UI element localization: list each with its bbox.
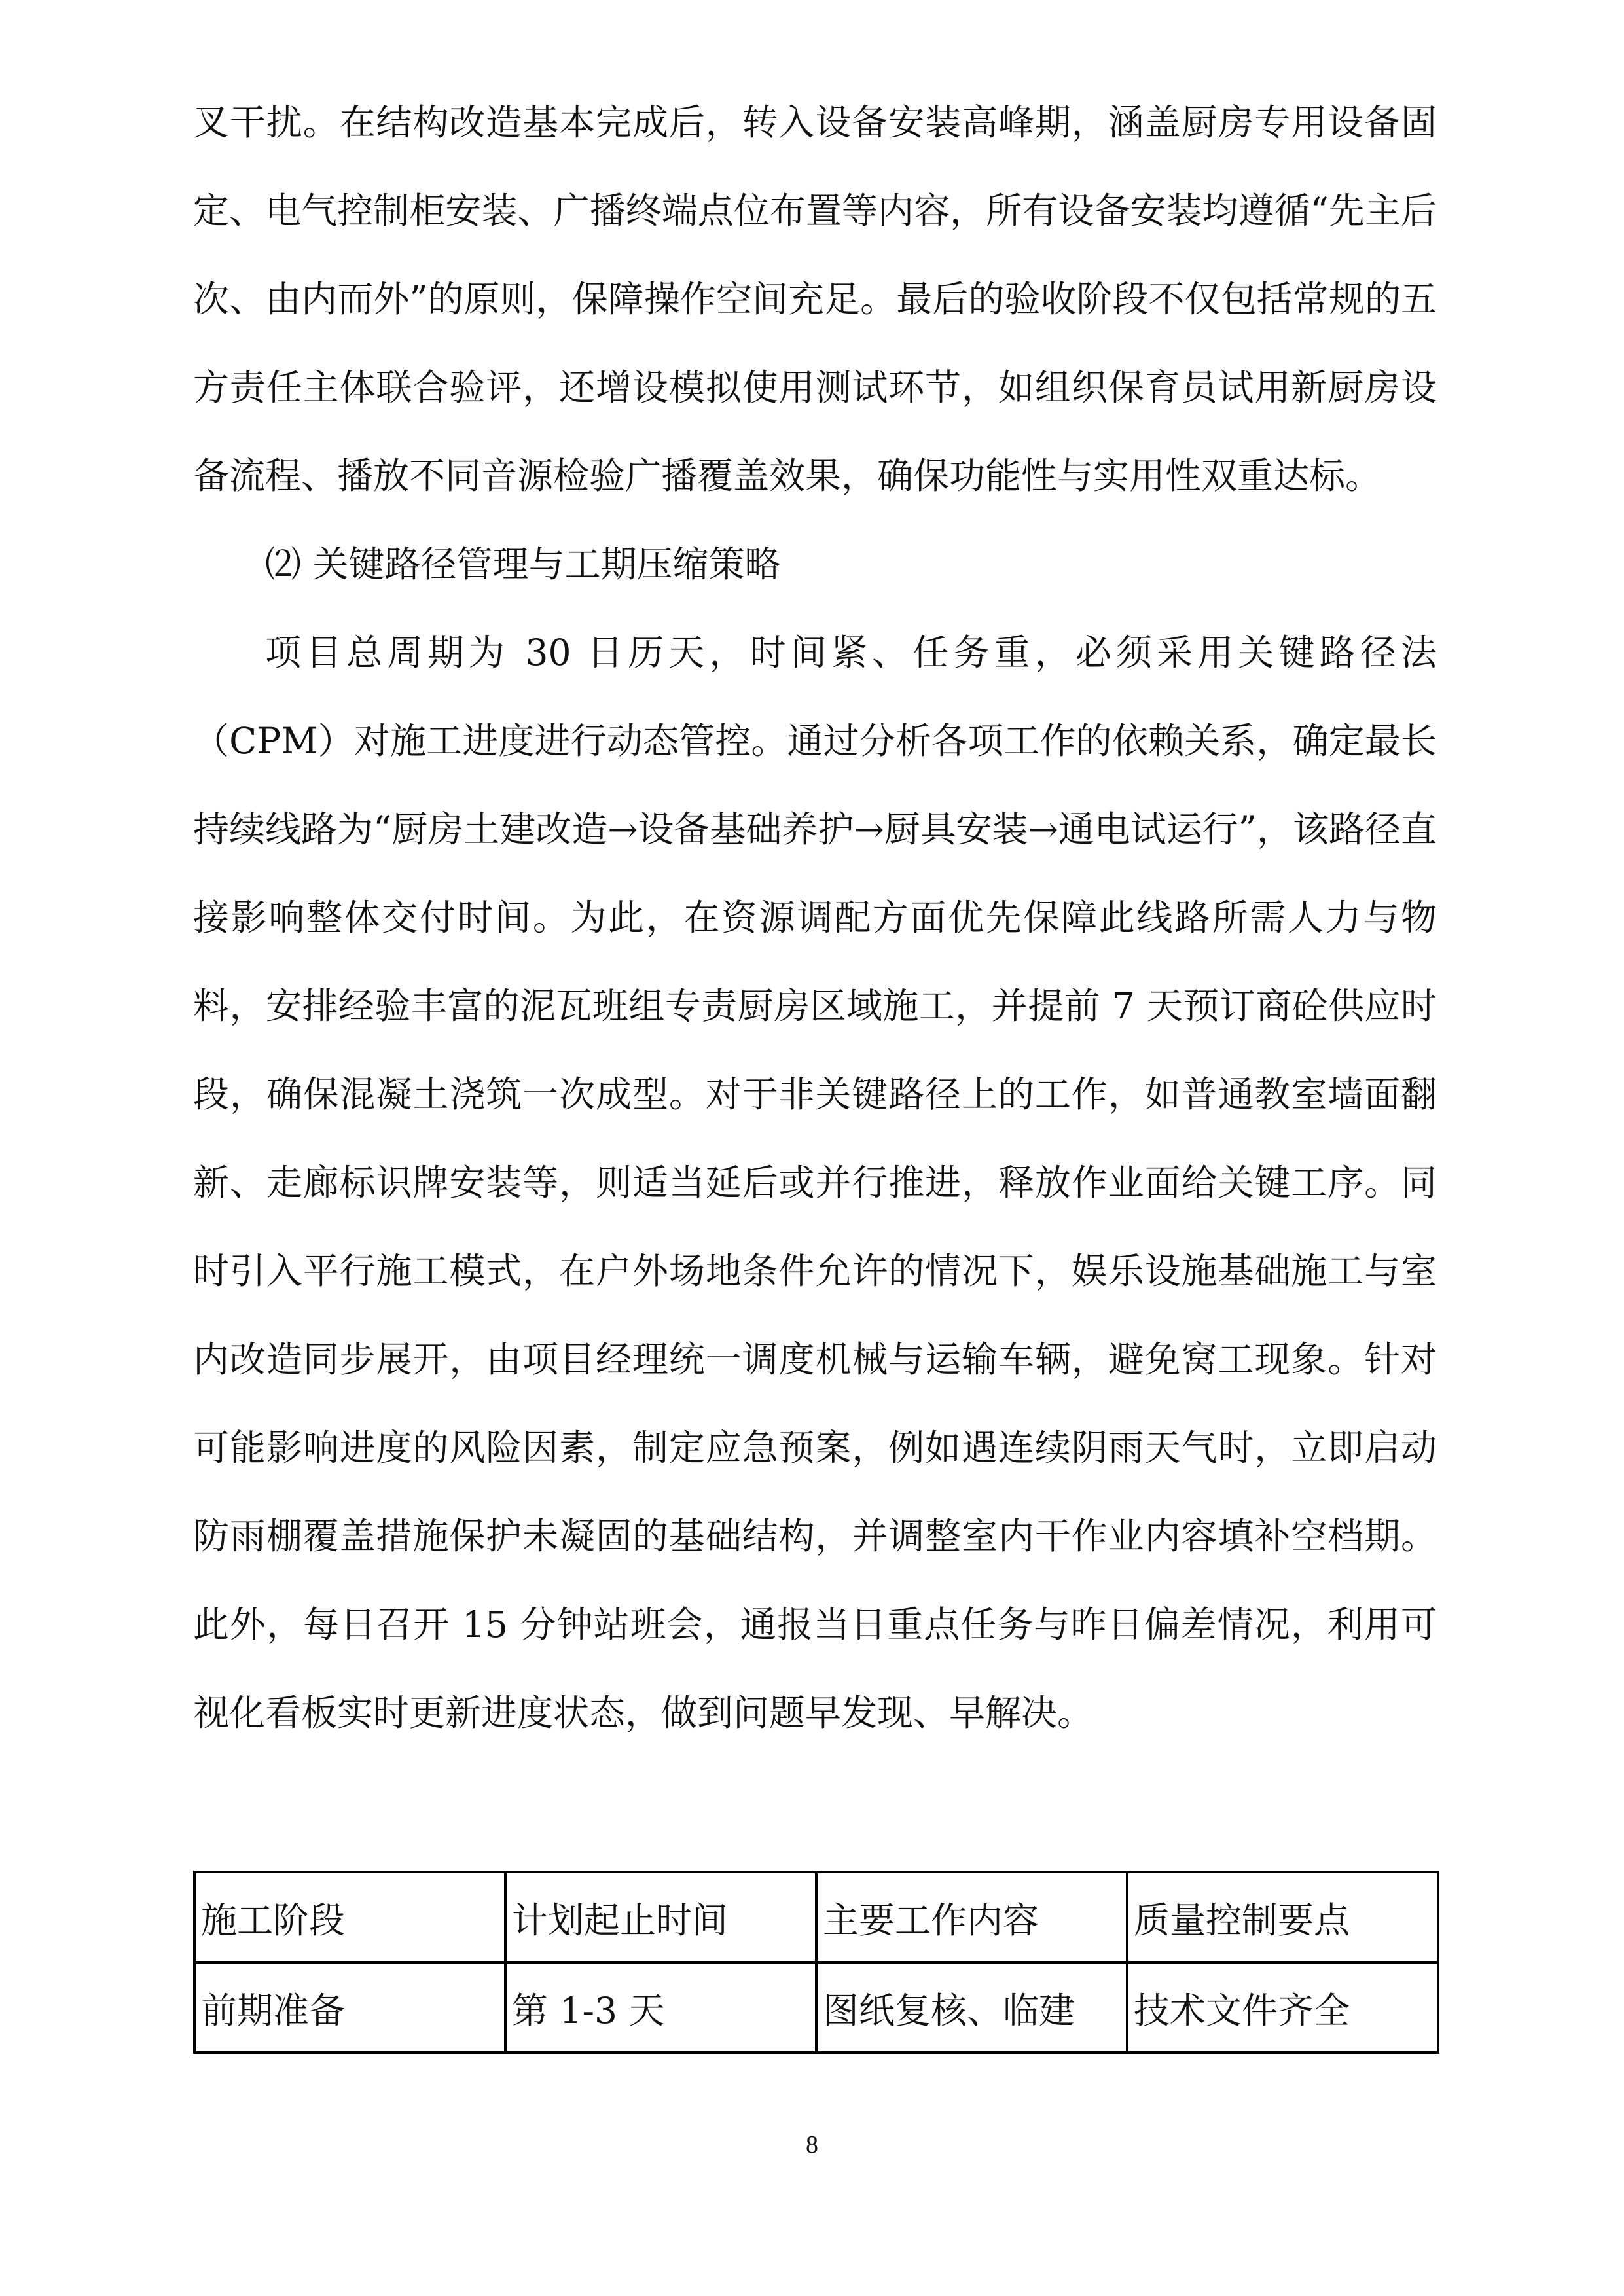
table-cell: 图纸复核、临建 — [816, 1962, 1127, 2053]
table-header-cell: 主要工作内容 — [816, 1872, 1127, 1962]
table-header-cell: 计划起止时间 — [505, 1872, 816, 1962]
table-cell: 前期准备 — [194, 1962, 505, 2053]
page-number: 8 — [806, 2131, 818, 2159]
table-header-cell: 施工阶段 — [194, 1872, 505, 1962]
paragraph-equipment-installation: 叉干扰。在结构改造基本完成后，转入设备安装高峰期，涵盖厨房专用设备固定、电气控制柜安装、广播终端点位布置等内容，所有设备安装均遵循“先主后次、由内而外”的原则，保障操作空间充足。最后的验收阶段不仅包括常规的五方责任主体联合验评，还增设模拟使用测试环节，如组织保育员试用新厨房设备流程、播放不同音源检验广播覆盖效果，确保功能性与实用性双重达标。 — [193, 101, 1437, 497]
construction-schedule-table — [193, 1871, 1439, 2054]
table-header-cell: 质量控制要点 — [1127, 1872, 1438, 1962]
section-heading-critical-path: ⑵ 关键路径管理与工期压缩策略 — [265, 543, 781, 585]
table-cell: 第 1-3 天 — [505, 1962, 816, 2053]
table-cell: 技术文件齐全 — [1127, 1962, 1438, 2053]
table-row — [194, 1962, 1438, 2053]
document-body — [193, 79, 1437, 1757]
paragraph-critical-path: 项目总周期为 30 日历天，时间紧、任务重，必须采用关键路径法（CPM）对施工进度进行动态管控。通过分析各项工作的依赖关系，确定最长持续线路为“厨房土建改造→设备基础养护→厨具安装→通电试运行”，该路径直接影响整体交付时间。为此，在资源调配方面优先保障此线路所需人力与物料，安排经验丰富的泥瓦班组专责厨房区域施工，并提前 7 天预订商砼供应时段，确保混凝土浇筑一次成型。对于非关键路径上的工作，如普通教室墙面翻新、走廊标识牌安装等，则适当延后或并行推进，释放作业面给关键工序。同时引入平行施工模式，在户外场地条件允许的情况下，娱乐设施基础施工与室内改造同步展开，由项目经理统一调度机械与运输车辆，避免窝工现象。针对可能影响进度的风险因素，制定应急预案，例如遇连续阴雨天气时，立即启动防雨棚覆盖措施保护未凝固的基础结构，并调整室内干作业内容填补空档期。此外，每日召开 15 分钟站班会，通报当日重点任务与昨日偏差情况，利用可视化看板实时更新进度状态，做到问题早发现、早解决。 — [193, 632, 1437, 1734]
table-header-row — [194, 1872, 1438, 1962]
